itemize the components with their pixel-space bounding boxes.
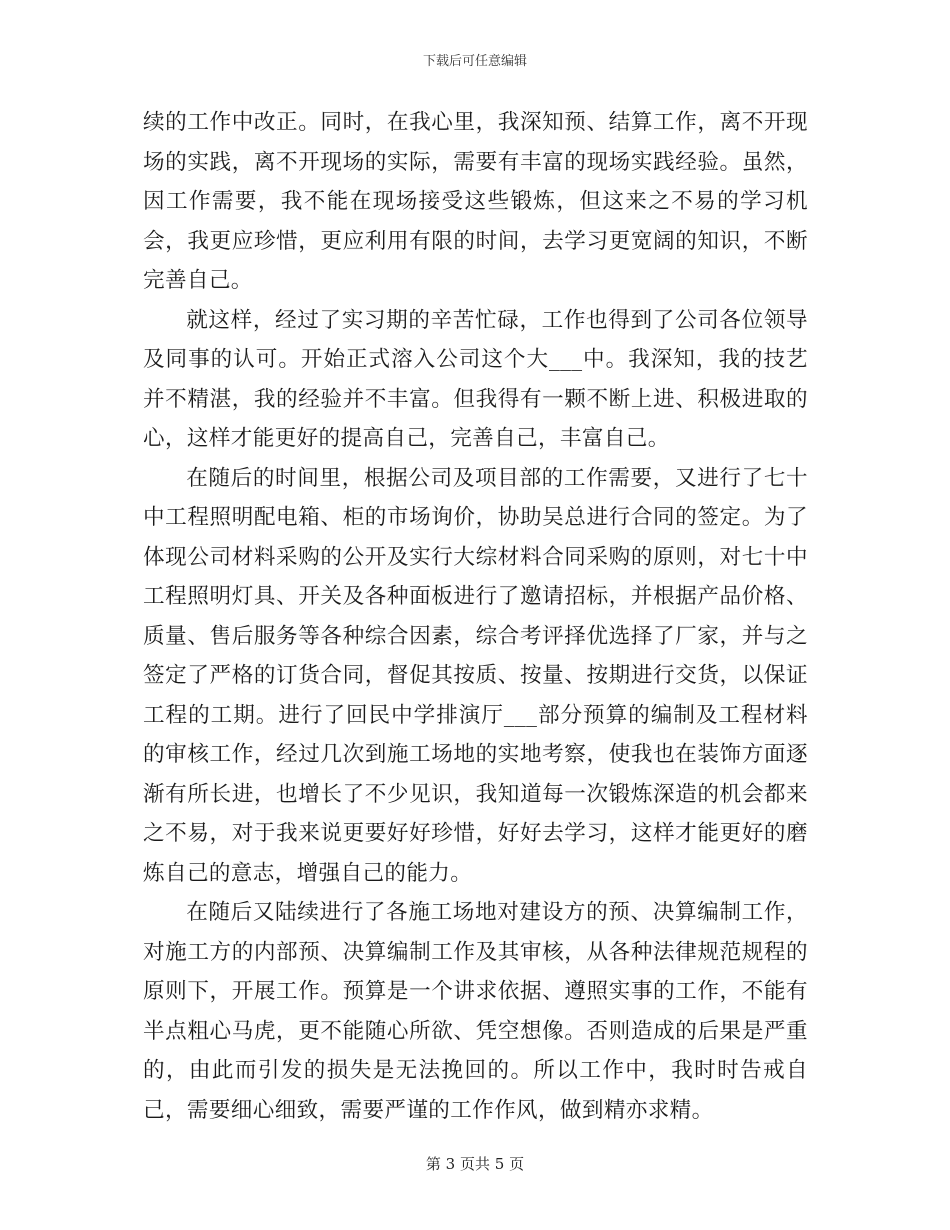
paragraph-3: 在随后的时间里，根据公司及项目部的工作需要，又进行了七十中工程照明配电箱、柜的市场询价，协助吴总进行合同的签定。为了体现公司材料采购的公开及实行大综材料合同采购的原则，对七十中工程照明灯具、开关及各种面板进行了邀请招标，并根据产品价格、质量、售后服务等各种综合因素，综合考评择优选择了厂家，并与之签定了严格的订货合同，督促其按质、按量、按期进行交货，以保证工程的工期。进行了回民中学排演厅___部分预算的编制及工程材料的审核工作，经过几次到施工场地的实地考察，使我也在装饰方面逐渐有所长进，也增长了不少见识，我知道每一次锻炼深造的机会都来之不易，对于我来说更要好好珍惜，好好去学习，这样才能更好的磨炼自己的意志，增强自己的能力。 [143, 465, 808, 886]
page-header-note: 下载后可任意编辑 [422, 54, 527, 69]
paragraph-2: 就这样，经过了实习期的辛苦忙碌，工作也得到了公司各位领导及同事的认可。开始正式溶入公司这个大___中。我深知，我的技艺并不精湛，我的经验并不丰富。但我得有一颗不断上进、积极进取的心，这样才能更好的提高自己，完善自己，丰富自己。 [143, 307, 808, 451]
paragraph-4: 在随后又陆续进行了各施工场地对建设方的预、决算编制工作，对施工方的内部预、决算编制工作及其审核，从各种法律规范规程的原则下，开展工作。预算是一个讲求依据、遵照实事的工作，不能有半点粗心马虎，更不能随心所欲、凭空想像。否则造成的后果是严重的，由此而引发的损失是无法挽回的。所以工作中，我时时告戒自己，需要细心细致，需要严谨的工作作风，做到精亦求精。 [143, 900, 808, 1123]
paragraph-1: 续的工作中改正。同时，在我心里，我深知预、结算工作，离不开现场的实践，离不开现场的实际，需要有丰富的现场实践经验。虽然，因工作需要，我不能在现场接受这些锻炼，但这来之不易的学习机会，我更应珍惜，更应利用有限的时间，去学习更宽阔的知识，不断完善自己。 [143, 110, 808, 293]
page-number: 第 3 页共 5 页 [425, 1155, 525, 1173]
document-body [143, 103, 808, 1130]
